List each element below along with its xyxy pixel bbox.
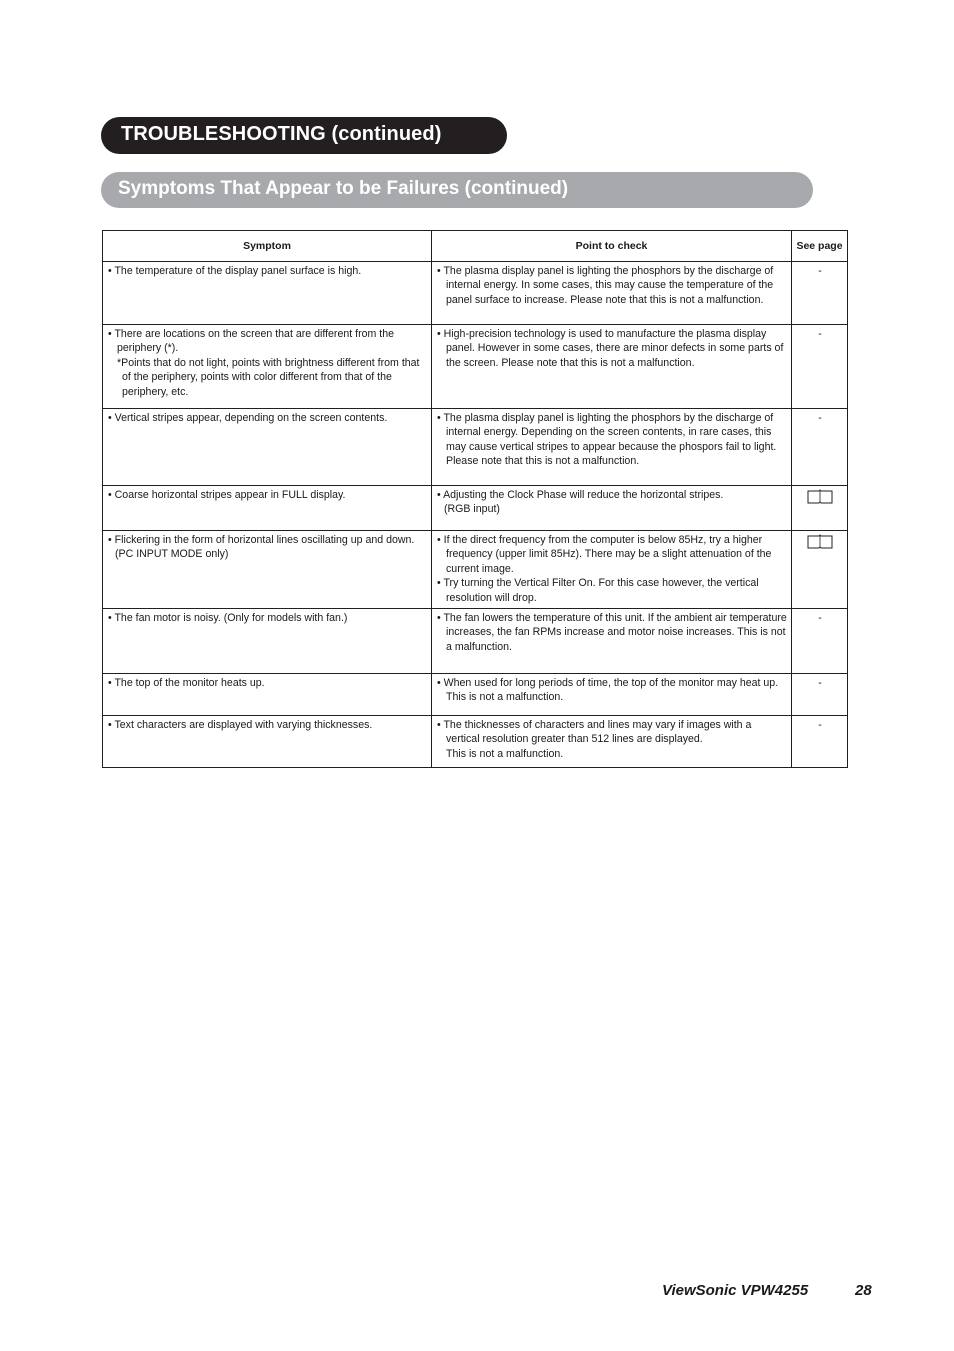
subsection-title: Symptoms That Appear to be Failures (continued) (118, 178, 569, 199)
check-text: • The fan lowers the temperature of this unit. If the ambient air temperature increases, the fan RPMs increase and motor noise increases. This is not a malfunction. (437, 612, 787, 653)
see-page-cell: - (792, 262, 848, 325)
symptom-cell (103, 486, 432, 531)
check-note: (RGB input) (444, 503, 500, 516)
check-text: • High-precision technology is used to manufacture the plasma display panel. However in some cases, there are minor defects in some parts of the screen. Please note that this is not a malfunction. (437, 328, 784, 369)
symptom-text: • Text characters are displayed with varying thicknesses. (108, 719, 373, 732)
see-page-cell (792, 486, 848, 531)
symptom-cell (103, 325, 432, 409)
symptom-text: • Coarse horizontal stripes appear in FULL display. (108, 489, 346, 501)
check-cell (432, 674, 792, 716)
troubleshooting-table (102, 230, 848, 768)
table-row (103, 674, 848, 716)
symptom-cell (103, 674, 432, 716)
table-row (103, 531, 848, 609)
see-page-cell: - (792, 409, 848, 486)
check-text: • When used for long periods of time, the top of the monitor may heat up. This is not a malfunction. (437, 677, 779, 704)
check-cell (432, 409, 792, 486)
check-text: • The plasma display panel is lighting the phosphors by the discharge of internal energy. Depending on the screen contents, in rare cases, this may cause vertical stripes to appear because the phospors fail to light. Please note that this is not a malfunction. (437, 412, 777, 468)
see-page-cell: - (792, 716, 848, 768)
footer-page-number: 28 (855, 1282, 872, 1299)
table-row (103, 609, 848, 674)
check-note: This is not a malfunction. (446, 747, 564, 760)
symptom-cell (103, 609, 432, 674)
symptom-cell (103, 409, 432, 486)
column-header-symptom: Symptom (103, 231, 432, 262)
section-title: TROUBLESHOOTING (continued) (121, 123, 442, 145)
symptom-text: • The fan motor is noisy. (Only for models with fan.) (108, 612, 348, 625)
symptom-cell (103, 716, 432, 768)
check-cell (432, 325, 792, 409)
section-title-banner (101, 117, 507, 154)
symptom-note: *Points that do not light, points with brightness different from that of the periphery, points with color different from that of the periphery, etc. (117, 356, 420, 398)
table-row (103, 486, 848, 531)
table-row (103, 716, 848, 768)
footer-brand: ViewSonic VPW4255 (662, 1282, 809, 1299)
symptom-text: • The temperature of the display panel surface is high. (108, 265, 362, 277)
see-page-cell: - (792, 325, 848, 409)
subsection-title-banner (101, 172, 813, 208)
table-header-row (103, 231, 848, 262)
check-text: • Try turning the Vertical Filter On. For this case however, the vertical resolution will drop. (437, 577, 759, 604)
see-page-cell: - (792, 674, 848, 716)
table-row (103, 409, 848, 486)
symptom-text: • The top of the monitor heats up. (108, 677, 265, 690)
symptom-text: • Vertical stripes appear, depending on the screen contents. (108, 412, 388, 424)
check-text: • If the direct frequency from the computer is below 85Hz, try a higher frequency (upper limit 85Hz). There may be a slight attenuation of the current image. (437, 534, 772, 575)
check-cell (432, 262, 792, 325)
book-icon (807, 533, 833, 549)
column-header-point-to-check: Point to check (432, 231, 792, 262)
check-text: • Adjusting the Clock Phase will reduce the horizontal stripes. (437, 489, 724, 501)
symptom-cell (103, 531, 432, 609)
table-row (103, 325, 848, 409)
check-text: • The plasma display panel is lighting the phosphors by the discharge of internal energy. In some cases, this may cause the temperature of the panel surface to increase. Please note that this is not a malfunction. (437, 265, 774, 306)
symptom-cell (103, 262, 432, 325)
column-header-see-page: See page (792, 231, 848, 262)
table-row (103, 262, 848, 325)
check-cell (432, 531, 792, 609)
see-page-cell: - (792, 609, 848, 674)
see-page-cell (792, 531, 848, 609)
check-cell (432, 486, 792, 531)
book-icon (807, 488, 833, 504)
check-cell (432, 716, 792, 768)
symptom-note: (PC INPUT MODE only) (115, 548, 229, 561)
check-text: • The thicknesses of characters and lines may vary if images with a vertical resolution greater than 512 lines are displayed. (437, 719, 752, 746)
symptom-text: • Flickering in the form of horizontal lines oscillating up and down. (108, 534, 415, 546)
symptom-text: • There are locations on the screen that are different from the periphery (*). (108, 328, 394, 355)
check-cell (432, 609, 792, 674)
